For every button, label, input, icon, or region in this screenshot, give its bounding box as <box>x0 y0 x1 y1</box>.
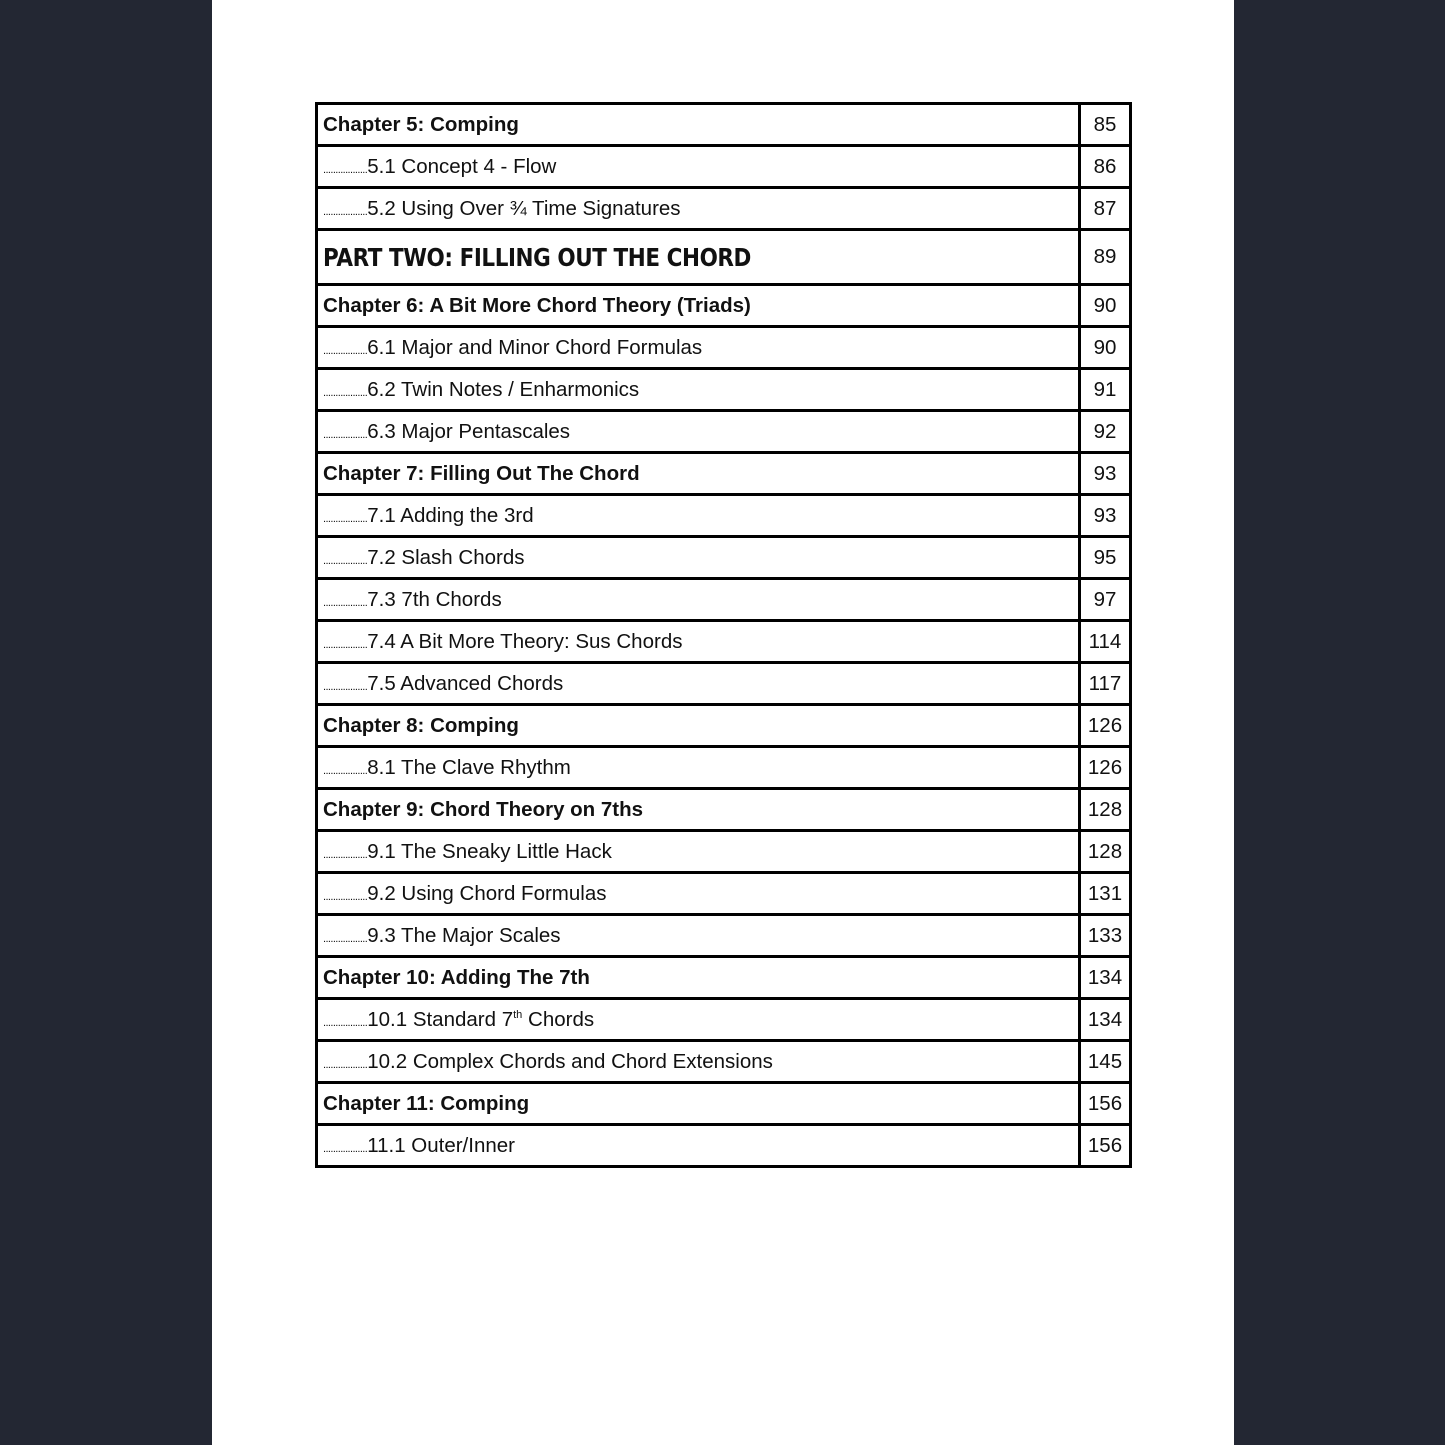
toc-entry-text: 10.1 Standard 7 <box>367 1007 514 1031</box>
toc-page-number: 126 <box>1080 747 1131 789</box>
dot-leader: .................. <box>323 512 368 525</box>
toc-page-number: 93 <box>1080 495 1131 537</box>
toc-entry-text: Chapter 8: Comping <box>323 713 519 737</box>
toc-page-number: 90 <box>1080 327 1131 369</box>
toc-chapter-row <box>317 1083 1131 1125</box>
dot-leader: .................. <box>323 1058 368 1071</box>
toc-page-number: 134 <box>1080 957 1131 999</box>
toc-chapter-row <box>317 453 1131 495</box>
toc-page-number: 89 <box>1080 230 1131 285</box>
toc-entry-text: 5.1 Concept 4 - Flow <box>367 154 557 178</box>
toc-entry-text: 10.2 Complex Chords and Chord Extensions <box>367 1049 773 1073</box>
toc-entry-text: 9.3 The Major Scales <box>367 923 561 947</box>
toc-section-row <box>317 495 1131 537</box>
dot-leader: .................. <box>323 848 368 861</box>
dot-leader: .................. <box>323 596 368 609</box>
toc-section-row <box>317 915 1131 957</box>
toc-section-row <box>317 579 1131 621</box>
toc-page-number: 93 <box>1080 453 1131 495</box>
toc-entry-title <box>317 411 1080 453</box>
toc-entry-title <box>317 789 1080 831</box>
dot-leader: .................. <box>323 764 368 777</box>
toc-entry-title <box>317 327 1080 369</box>
toc-entry-title <box>317 495 1080 537</box>
toc-entry-title <box>317 705 1080 747</box>
toc-page-number: 97 <box>1080 579 1131 621</box>
dot-leader: .................. <box>323 1016 368 1029</box>
toc-section-row <box>317 747 1131 789</box>
toc-page-number: 134 <box>1080 999 1131 1041</box>
toc-entry-title <box>317 230 1080 285</box>
toc-page-number: 92 <box>1080 411 1131 453</box>
toc-section-row <box>317 999 1131 1041</box>
toc-page-number: 133 <box>1080 915 1131 957</box>
superscript: th <box>513 1008 523 1021</box>
toc-entry-title <box>317 873 1080 915</box>
toc-entry-title <box>317 188 1080 230</box>
toc-entry-title <box>317 1041 1080 1083</box>
toc-entry-text: Chapter 9: Chord Theory on 7ths <box>323 797 644 821</box>
toc-entry-title <box>317 999 1080 1041</box>
toc-entry-title <box>317 831 1080 873</box>
toc-entry-text: 7.2 Slash Chords <box>367 545 525 569</box>
toc-entry-text: Chapter 10: Adding The 7th <box>323 965 590 989</box>
toc-entry-title <box>317 537 1080 579</box>
dot-leader: .................. <box>323 205 368 218</box>
toc-entry-text: 7.1 Adding the 3rd <box>367 503 534 527</box>
toc-page-number: 117 <box>1080 663 1131 705</box>
toc-entry-title <box>317 915 1080 957</box>
toc-section-row <box>317 411 1131 453</box>
toc-section-row <box>317 621 1131 663</box>
toc-entry-title <box>317 579 1080 621</box>
toc-page-number: 156 <box>1080 1125 1131 1167</box>
toc-page-number: 126 <box>1080 705 1131 747</box>
dot-leader: .................. <box>323 428 368 441</box>
toc-page-number: 86 <box>1080 146 1131 188</box>
toc-section-row <box>317 327 1131 369</box>
toc-entry-title <box>317 104 1080 146</box>
toc-chapter-row <box>317 705 1131 747</box>
toc-chapter-row <box>317 104 1131 146</box>
toc-page-number: 156 <box>1080 1083 1131 1125</box>
toc-entry-text: 6.1 Major and Minor Chord Formulas <box>367 335 703 359</box>
toc-entry-text: 7.4 A Bit More Theory: Sus Chords <box>367 629 683 653</box>
toc-entry-title <box>317 146 1080 188</box>
toc-entry-text: Chapter 7: Filling Out The Chord <box>323 461 640 485</box>
toc-page-number: 131 <box>1080 873 1131 915</box>
toc-entry-text: 7.3 7th Chords <box>367 587 502 611</box>
toc-page-number: 95 <box>1080 537 1131 579</box>
dot-leader: .................. <box>323 554 368 567</box>
dot-leader: .................. <box>323 890 368 903</box>
dot-leader: .................. <box>323 1142 368 1155</box>
toc-page-number: 128 <box>1080 831 1131 873</box>
toc-entry-text-suffix: Chords <box>522 1007 595 1031</box>
dot-leader: .................. <box>323 344 368 357</box>
toc-entry-text: 9.1 The Sneaky Little Hack <box>367 839 612 863</box>
toc-entry-text: PART TWO: FILLING OUT THE CHORD <box>323 242 751 272</box>
toc-section-row <box>317 537 1131 579</box>
toc-page-number: 85 <box>1080 104 1131 146</box>
toc-entry-text: 9.2 Using Chord Formulas <box>367 881 607 905</box>
toc-section-row <box>317 188 1131 230</box>
toc-page-number: 90 <box>1080 285 1131 327</box>
toc-chapter-row <box>317 789 1131 831</box>
toc-section-row <box>317 369 1131 411</box>
toc-chapter-row <box>317 285 1131 327</box>
toc-part-row <box>317 230 1131 285</box>
toc-entry-text: Chapter 6: A Bit More Chord Theory (Triads) <box>323 293 751 317</box>
table-of-contents <box>315 102 1132 1168</box>
toc-entry-title <box>317 1083 1080 1125</box>
toc-entry-title <box>317 285 1080 327</box>
dot-leader: .................. <box>323 163 368 176</box>
toc-chapter-row <box>317 957 1131 999</box>
toc-entry-text: 8.1 The Clave Rhythm <box>367 755 571 779</box>
toc-section-row <box>317 1041 1131 1083</box>
toc-section-row <box>317 146 1131 188</box>
toc-page-number: 91 <box>1080 369 1131 411</box>
toc-entry-text: 7.5 Advanced Chords <box>367 671 564 695</box>
toc-section-row <box>317 663 1131 705</box>
toc-entry-text: 5.2 Using Over ¾ Time Signatures <box>367 196 681 220</box>
toc-entry-title <box>317 453 1080 495</box>
dot-leader: .................. <box>323 932 368 945</box>
toc-entry-text: 6.2 Twin Notes / Enharmonics <box>367 377 640 401</box>
dot-leader: .................. <box>323 386 368 399</box>
dot-leader: .................. <box>323 680 368 693</box>
toc-entry-title <box>317 369 1080 411</box>
toc-entry-title <box>317 957 1080 999</box>
toc-entry-title <box>317 621 1080 663</box>
toc-entry-text: Chapter 11: Comping <box>323 1091 530 1115</box>
document-page <box>212 0 1234 1445</box>
toc-section-row <box>317 831 1131 873</box>
toc-section-row <box>317 1125 1131 1167</box>
toc-entry-text: 6.3 Major Pentascales <box>367 419 571 443</box>
toc-entry-text: Chapter 5: Comping <box>323 112 519 136</box>
toc-page-number: 145 <box>1080 1041 1131 1083</box>
toc-page-number: 87 <box>1080 188 1131 230</box>
dot-leader: .................. <box>323 638 368 651</box>
toc-page-number: 114 <box>1080 621 1131 663</box>
toc-entry-title <box>317 747 1080 789</box>
toc-entry-title <box>317 1125 1080 1167</box>
toc-entry-text: 11.1 Outer/Inner <box>367 1133 515 1157</box>
toc-section-row <box>317 873 1131 915</box>
toc-entry-title <box>317 663 1080 705</box>
toc-page-number: 128 <box>1080 789 1131 831</box>
